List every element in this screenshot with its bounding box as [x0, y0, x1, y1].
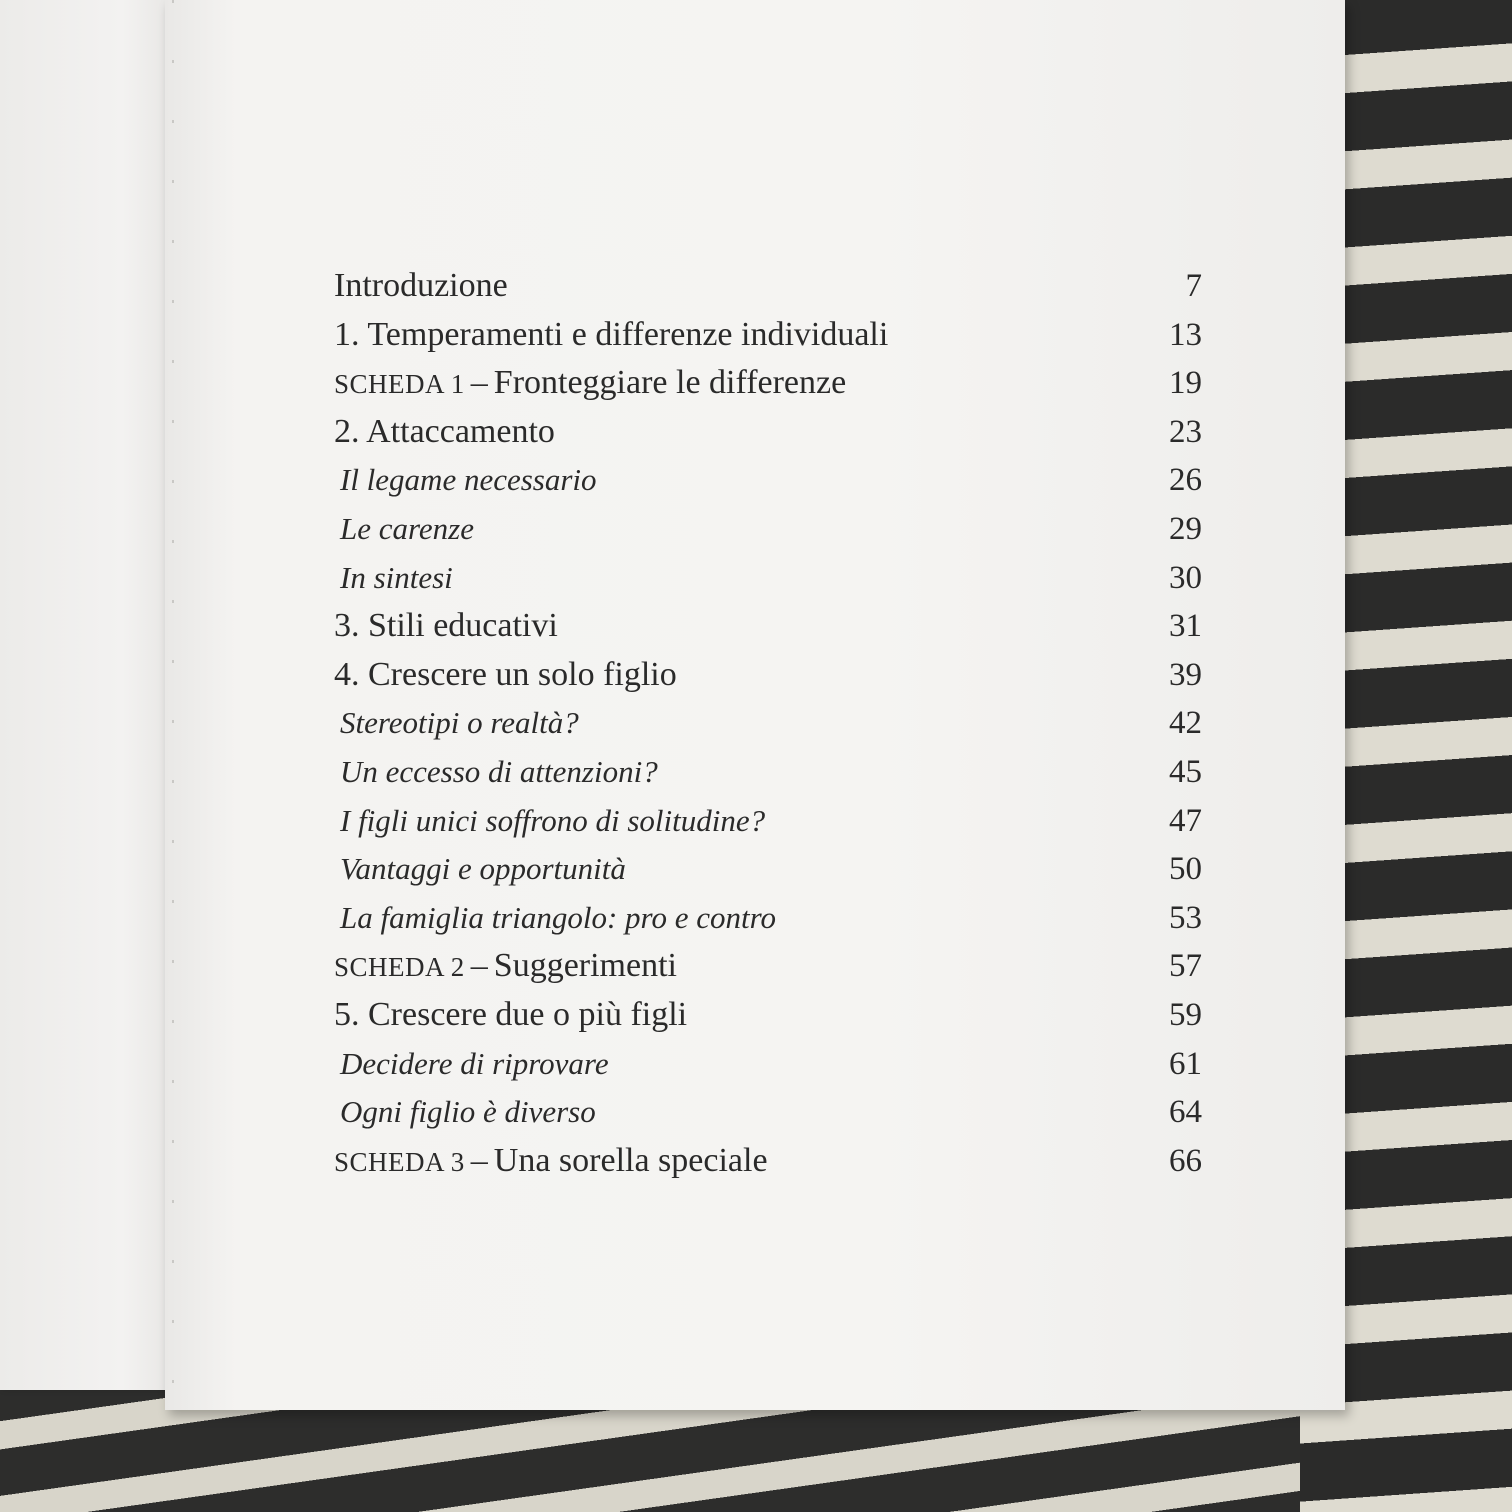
toc-entry-title: Decidere di riprovare: [340, 1045, 609, 1081]
scheda-prefix: SCHEDA 1: [334, 369, 465, 400]
toc-entry-title: 2. Attaccamento: [334, 412, 555, 450]
toc-entry: [334, 651, 1202, 700]
toc-entry-title: Ogni figlio è diverso: [340, 1094, 596, 1130]
toc-entry: [334, 748, 1202, 797]
toc-entry: [334, 262, 1202, 311]
toc-entry: [334, 942, 1202, 991]
toc-entry-title: La famiglia triangolo: pro e contro: [340, 899, 777, 935]
toc-entry-title: [334, 1137, 768, 1187]
toc-entry: [334, 311, 1202, 360]
toc-entry: [334, 699, 1202, 748]
toc-entry: [334, 845, 1202, 894]
toc-page-number: 66: [1169, 1142, 1202, 1179]
scheda-title: Una sorella speciale: [493, 1141, 768, 1179]
toc-entry: [334, 1137, 1202, 1186]
toc-page-number: 7: [1185, 268, 1202, 304]
toc-page-number: 19: [1169, 365, 1202, 402]
scheda-prefix: SCHEDA 2: [334, 952, 465, 983]
toc-entry: [334, 359, 1202, 408]
toc-page-number: 30: [1169, 559, 1202, 596]
separator-dash: –: [470, 364, 488, 402]
toc-page-number: 59: [1169, 996, 1202, 1033]
toc-page-number: 47: [1169, 802, 1202, 839]
scheda-prefix: SCHEDA 3: [334, 1146, 465, 1177]
toc-entry: [334, 505, 1202, 554]
toc-entry-title: Stereotipi o realtà?: [340, 705, 579, 741]
toc-entry-title: 3. Stili educativi: [334, 607, 558, 645]
toc-entry: [334, 1040, 1202, 1089]
separator-dash: –: [470, 947, 488, 985]
toc-page-number: 29: [1169, 510, 1202, 547]
table-of-contents: [334, 262, 1202, 1185]
toc-entry-title: Vantaggi e opportunità: [340, 851, 626, 887]
toc-page-number: 64: [1169, 1094, 1202, 1131]
toc-entry-title: 5. Crescere due o più figli: [334, 995, 688, 1033]
toc-page-number: 45: [1169, 753, 1202, 790]
toc-page-number: 23: [1169, 413, 1202, 450]
toc-entry: [334, 408, 1202, 457]
toc-entry-title: Il legame necessario: [340, 462, 597, 498]
toc-entry-title: I figli unici soffrono di solitudine?: [340, 802, 766, 838]
toc-entry: [334, 991, 1202, 1040]
toc-entry-title: Un eccesso di attenzioni?: [340, 753, 658, 789]
toc-page-number: 31: [1169, 608, 1202, 645]
toc-entry-title: Le carenze: [340, 510, 475, 546]
toc-entry-title: [334, 359, 846, 409]
left-page: [0, 0, 175, 1390]
toc-page-number: 13: [1169, 316, 1202, 353]
toc-entry: [334, 1088, 1202, 1137]
toc-page-number: 57: [1169, 948, 1202, 985]
separator-dash: –: [470, 1141, 488, 1179]
toc-entry-title: 1. Temperamenti e differenze individuali: [334, 315, 889, 353]
toc-page-number: 26: [1169, 462, 1202, 499]
toc-entry: [334, 797, 1202, 846]
toc-entry: [334, 456, 1202, 505]
toc-entry-title: 4. Crescere un solo figlio: [334, 655, 677, 693]
toc-entry-title: [334, 942, 677, 992]
scheda-title: Fronteggiare le differenze: [493, 364, 847, 402]
toc-page-number: 42: [1169, 705, 1202, 742]
toc-page-number: 53: [1169, 899, 1202, 936]
toc-page-number: 61: [1169, 1045, 1202, 1082]
toc-page-number: 50: [1169, 851, 1202, 888]
toc-entry: [334, 554, 1202, 603]
scheda-title: Suggerimenti: [493, 947, 677, 985]
toc-entry: [334, 602, 1202, 651]
toc-entry-title: In sintesi: [340, 559, 453, 595]
toc-entry: [334, 894, 1202, 943]
book-spine-stitching: [172, 0, 174, 1390]
toc-entry-title: Introduzione: [334, 267, 508, 304]
toc-page-number: 39: [1169, 656, 1202, 693]
